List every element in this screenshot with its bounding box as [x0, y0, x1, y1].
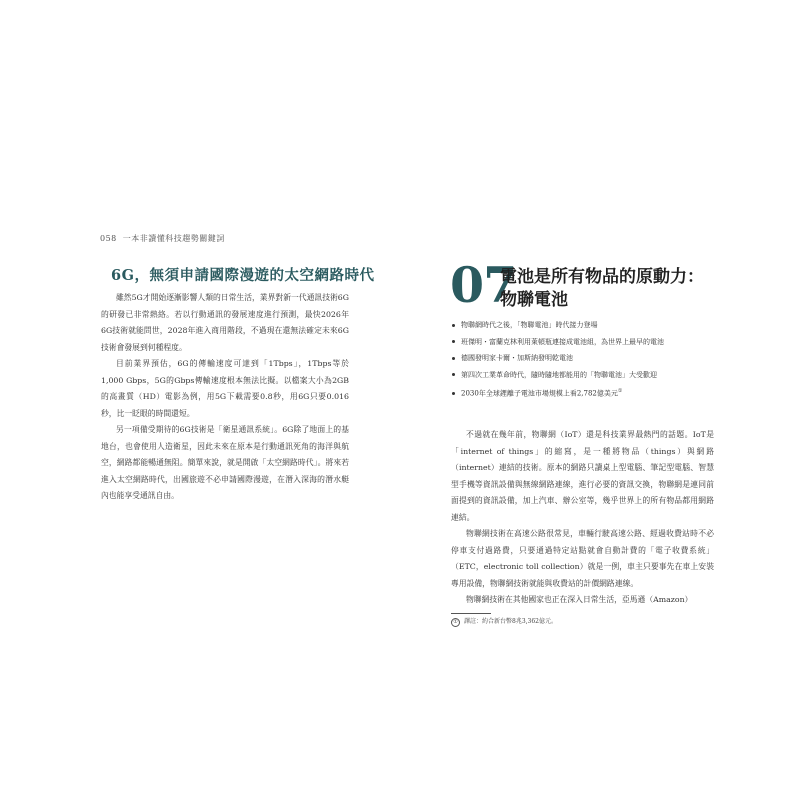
bullet-icon — [452, 340, 455, 343]
footnote-mark: ① — [451, 618, 460, 627]
paragraph: 另一項備受期待的6G技術是「衛星通訊系統」。6G除了地面上的基地台，也會使用人造衛星，因此未來在原本是行動通訊死角的海洋與航空，網路都能暢通無阻。簡單來說，就是開啟「太空網路時代」。將來若進入太空網路時代，出國旅遊不必申請國際漫遊，在潛入深海的潛水艇內也能享受通訊自由。 — [101, 425, 349, 500]
paragraph: 物聯網技術在其他國家也正在深入日常生活，亞馬遜（Amazon） — [466, 595, 693, 604]
book-title: 一本非讀懂科技趨勢關鍵詞 — [122, 234, 225, 243]
right-body — [451, 427, 714, 609]
left-body — [101, 290, 349, 505]
paragraph: 不過就在幾年前，物聯網（IoT）還是科技業界最熱門的話題。IoT是「internet of things」的縮寫，是一種將物品（things）與網路（internet）連結的技術。原本的網路只讀桌上型電腦、筆記型電腦、智慧型手機等資訊設備與無線網路連線，進行必要的資訊交換，物聯網是連同前面提到的資訊設備，加上汽車、辦公室等，幾乎世界上的所有物品都用網路連結。 — [451, 430, 714, 522]
paragraph: 物聯網技術在高速公路很常見，車輛行駛高速公路、經過收費站時不必停車支付過路費，只要通過特定站點就會自動計費的「電子收費系統」（ETC，electronic toll collection）就是一例，車主只要事先在車上安裝專用設備，物聯網技術就能與收費站的計價網路連線。 — [451, 529, 714, 588]
chapter-number: 07 — [450, 256, 517, 314]
key-points-list — [452, 317, 712, 402]
running-header — [100, 233, 225, 244]
paragraph: 目前業界預估，6G的傳輸速度可達到「1Tbps」，1Tbps等於1,000 Gbps，5G的Gbps傳輸速度根本無法比擬。以檔案大小為2GB的高畫質（HD）電影為例，用5G下載需要0.8秒，用6G只要0.016秒，比一眨眼的時間還短。 — [101, 359, 349, 418]
list-item: 2030年全球鋰離子電池市場規模上看2,782億美元① — [452, 383, 712, 402]
list-item: 班傑明・富蘭克林利用萊頓瓶連接成電池組，為世界上最早的電池 — [452, 334, 712, 351]
list-item: 第四次工業革命時代，隨時隨地都能用的「物聯電池」大受歡迎 — [452, 367, 712, 384]
paragraph: 雖然5G才開始逐漸影響人類的日常生活，業界對新一代通訊技術6G的研發已非常熱絡。若以行動通訊的發展速度進行預測，最快2026年6G技術就能問世，2028年進入商用階段，不過現在還無法確定未來6G技術會發展到何種程度。 — [101, 293, 349, 352]
bullet-icon — [452, 373, 455, 376]
footnote-reference: ① — [617, 388, 623, 395]
bullet-icon — [452, 357, 455, 360]
bullet-icon — [452, 324, 455, 327]
section-title: 6G，無須申請國際漫遊的太空網路時代 — [111, 267, 375, 284]
list-item: 德國發明家卡爾・加斯納發明乾電池 — [452, 350, 712, 367]
page-number: 058 — [100, 234, 117, 243]
footnote — [451, 616, 557, 627]
footnote-text: 譯註：約合新台幣8兆3,362億元。 — [464, 618, 557, 625]
chapter-title: 電池是所有物品的原動力：物聯電池 — [500, 267, 704, 310]
footnote-divider — [451, 613, 491, 614]
bullet-icon — [452, 392, 455, 395]
list-item: 物聯網時代之後，「物聯電池」時代接力登場 — [452, 317, 712, 334]
